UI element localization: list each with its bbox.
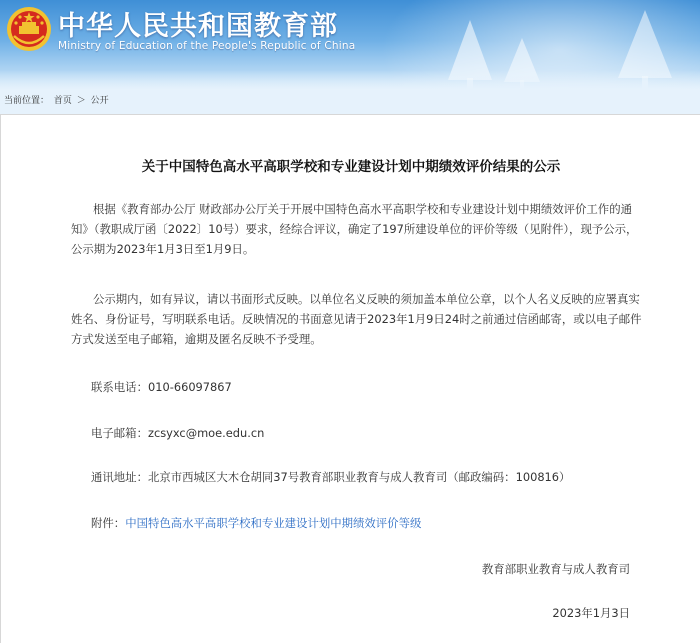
email-label: 电子邮箱： [91, 426, 148, 440]
phone-label: 联系电话： [91, 380, 148, 394]
site-header [0, 0, 700, 90]
contact-email [91, 425, 264, 441]
address-label: 通讯地址： [91, 470, 148, 484]
attachment-row [91, 515, 421, 531]
national-emblem-icon [6, 6, 52, 52]
contact-phone [91, 379, 232, 395]
site-title: 中华人民共和国教育部 [58, 11, 338, 42]
attachment-label: 附件： [91, 516, 126, 530]
article-title: 关于中国特色高水平高职学校和专业建设计划中期绩效评价结果的公示 [141, 159, 561, 175]
breadcrumb-label: 当前位置： [4, 96, 50, 106]
article-date: 2023年1月3日 [552, 606, 630, 620]
article-container [0, 114, 700, 643]
article-paragraph-2: 公示期内，如有异议，请以书面形式反映。以单位名义反映的须加盖本单位公章，以个人名义反映的应署真实姓名、身份证号，写明联系电话。反映情况的书面意见请于2023年1月9日24时之前通过信函邮寄，或以电子邮件方式发送至电子邮箱，逾期及匿名反映不予受理。 [71, 292, 642, 346]
article-paragraph-1: 根据《教育部办公厅 财政部办公厅关于开展中国特色高水平高职学校和专业建设计划中期绩效评价工作的通知》（教职成厅函〔2022〕10号）要求，经综合评议，确定了197所建设单位的评价等级（见附件），现予公示，公示期为2023年1月3日至1月9日。 [71, 202, 638, 256]
breadcrumb [0, 90, 700, 114]
signature: 教育部职业教育与成人教育司 [481, 562, 630, 576]
site-subtitle: Ministry of Education of the People's Republic of China [58, 40, 356, 52]
breadcrumb-separator: ＞ [76, 96, 86, 106]
breadcrumb-current-link[interactable]: 公开 [90, 96, 109, 106]
contact-address [91, 469, 570, 485]
address-value: 北京市西城区大木仓胡同37号教育部职业教育与成人教育司（邮政编码：100816） [147, 470, 571, 484]
attachment-link[interactable]: 中国特色高水平高职学校和专业建设计划中期绩效评价等级 [125, 516, 422, 530]
header-ground [0, 70, 700, 90]
email-value: zcsyxc@moe.edu.cn [147, 426, 265, 440]
breadcrumb-home-link[interactable]: 首页 [53, 96, 72, 106]
phone-value: 010-66097867 [147, 380, 232, 394]
